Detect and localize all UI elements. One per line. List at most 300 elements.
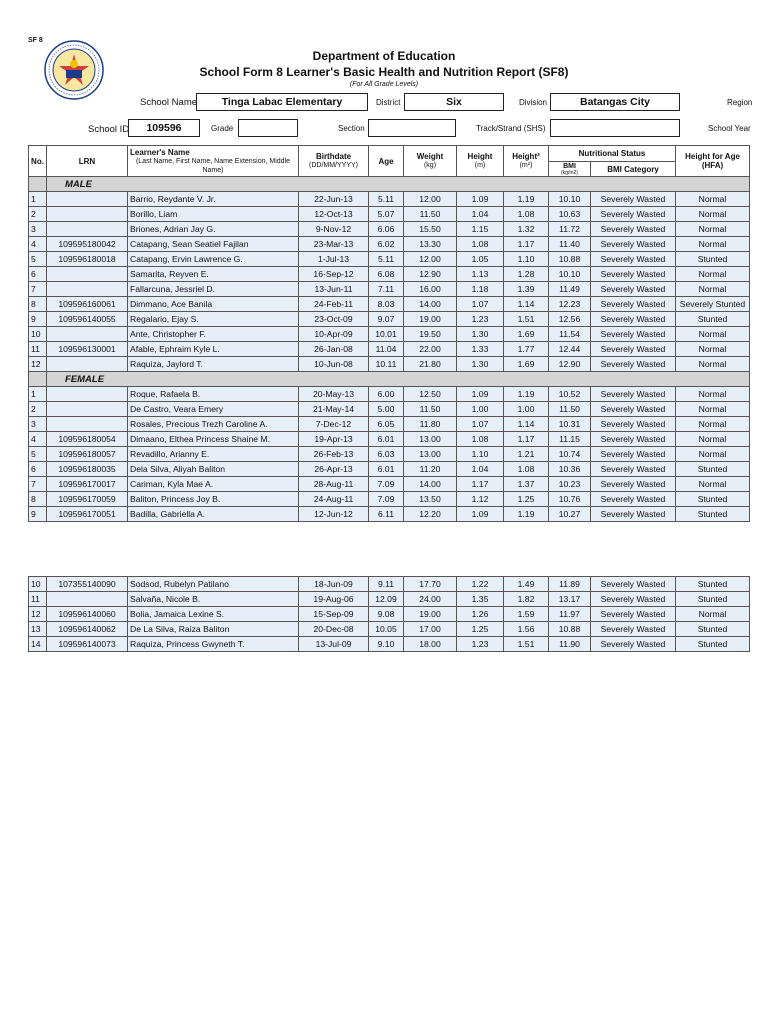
row-weight: 19.00 <box>404 312 457 327</box>
row-weight: 13.50 <box>404 492 457 507</box>
page-subtitle: School Form 8 Learner's Basic Health and Nutrition Report (SF8) <box>199 65 569 79</box>
row-height: 1.15 <box>457 222 504 237</box>
row-birthdate: 26-Apr-13 <box>299 462 369 477</box>
row-weight: 12.20 <box>404 507 457 522</box>
row-bmi-category: Severely Wasted <box>591 312 676 327</box>
row-bmi: 11.40 <box>549 237 591 252</box>
row-height: 1.30 <box>457 357 504 372</box>
row-bmi-category: Severely Wasted <box>591 402 676 417</box>
table-row <box>29 267 750 282</box>
row-height: 1.17 <box>457 477 504 492</box>
row-weight: 12.90 <box>404 267 457 282</box>
table-row <box>29 622 750 637</box>
row-bmi-category: Severely Wasted <box>591 267 676 282</box>
row-height-squared: 1.14 <box>504 297 549 312</box>
page-title: Department of Education <box>312 49 456 63</box>
section-label: MALE <box>47 177 750 192</box>
row-height-squared: 1.08 <box>504 207 549 222</box>
row-weight: 17.00 <box>404 622 457 637</box>
row-no: 8 <box>29 492 47 507</box>
row-hfa: Stunted <box>676 252 750 267</box>
row-bmi: 10.76 <box>549 492 591 507</box>
row-birthdate: 12-Jun-12 <box>299 507 369 522</box>
row-birthdate: 24-Aug-11 <box>299 492 369 507</box>
row-height: 1.23 <box>457 312 504 327</box>
row-no: 4 <box>29 237 47 252</box>
row-no: 13 <box>29 622 47 637</box>
col-birthdate-title: Birthdate <box>315 152 352 161</box>
row-birthdate: 10-Jun-08 <box>299 357 369 372</box>
row-height-squared: 1.82 <box>504 592 549 607</box>
col-weight-title: Weight <box>416 152 444 161</box>
row-learner-name: Dela Silva, Aliyah Baliton <box>128 462 299 477</box>
row-birthdate: 22-Jun-13 <box>299 192 369 207</box>
row-weight: 19.00 <box>404 607 457 622</box>
row-height: 1.12 <box>457 492 504 507</box>
row-bmi: 13.17 <box>549 592 591 607</box>
row-lrn <box>47 222 128 237</box>
row-height: 1.05 <box>457 252 504 267</box>
row-lrn: 109596170017 <box>47 477 128 492</box>
row-birthdate: 15-Sep-09 <box>299 607 369 622</box>
grade-field[interactable] <box>238 119 298 137</box>
row-hfa: Normal <box>676 222 750 237</box>
row-no: 9 <box>29 507 47 522</box>
row-height-squared: 1.25 <box>504 492 549 507</box>
table-row <box>29 237 750 252</box>
track-field[interactable] <box>550 119 680 137</box>
row-learner-name: Sodsod, Rubelyn Patilano <box>128 577 299 592</box>
table-row <box>29 282 750 297</box>
row-learner-name: Revadillo, Arianny E. <box>128 447 299 462</box>
row-bmi: 11.54 <box>549 327 591 342</box>
row-weight: 24.00 <box>404 592 457 607</box>
row-no: 10 <box>29 327 47 342</box>
table-row <box>29 327 750 342</box>
row-lrn: 109596180035 <box>47 462 128 477</box>
row-height: 1.07 <box>457 297 504 312</box>
col-name <box>128 146 299 177</box>
row-birthdate: 23-Mar-13 <box>299 237 369 252</box>
row-learner-name: Raquiza, Jaylord T. <box>128 357 299 372</box>
col-height2 <box>504 146 549 177</box>
row-hfa: Severely Stunted <box>676 297 750 312</box>
col-height-sub: (m) <box>474 162 486 169</box>
row-lrn <box>47 357 128 372</box>
row-no: 12 <box>29 357 47 372</box>
row-height-squared: 1.21 <box>504 447 549 462</box>
row-bmi-category: Severely Wasted <box>591 192 676 207</box>
row-bmi-category: Severely Wasted <box>591 357 676 372</box>
table-row <box>29 432 750 447</box>
row-hfa: Normal <box>676 342 750 357</box>
row-age: 6.03 <box>369 447 404 462</box>
row-height-squared: 1.14 <box>504 417 549 432</box>
row-bmi-category: Severely Wasted <box>591 462 676 477</box>
table-row <box>29 252 750 267</box>
row-lrn: 109595180042 <box>47 237 128 252</box>
section-label: Section <box>338 124 365 133</box>
row-height-squared: 1.59 <box>504 607 549 622</box>
row-birthdate: 9-Nov-12 <box>299 222 369 237</box>
row-bmi-category: Severely Wasted <box>591 327 676 342</box>
section-field[interactable] <box>368 119 456 137</box>
row-age: 7.09 <box>369 477 404 492</box>
row-height-squared: 1.32 <box>504 222 549 237</box>
row-bmi: 11.97 <box>549 607 591 622</box>
row-learner-name: Barrio, Reydante V. Jr. <box>128 192 299 207</box>
row-height: 1.07 <box>457 417 504 432</box>
row-age: 6.01 <box>369 432 404 447</box>
section-spacer <box>29 177 47 192</box>
row-hfa: Normal <box>676 327 750 342</box>
row-age: 9.11 <box>369 577 404 592</box>
row-age: 10.01 <box>369 327 404 342</box>
table-row <box>29 462 750 477</box>
col-age: Age <box>369 146 404 177</box>
row-age: 8.03 <box>369 297 404 312</box>
region-label: Region <box>727 98 753 107</box>
col-hfa-title: Height for Age <box>685 152 740 161</box>
row-birthdate: 26-Jan-08 <box>299 342 369 357</box>
row-bmi-category: Severely Wasted <box>591 622 676 637</box>
row-hfa: Normal <box>676 237 750 252</box>
row-birthdate: 16-Sep-12 <box>299 267 369 282</box>
row-lrn <box>47 282 128 297</box>
row-height-squared: 1.69 <box>504 357 549 372</box>
row-weight: 17.70 <box>404 577 457 592</box>
section-label: FEMALE <box>47 372 750 387</box>
row-lrn: 109596140060 <box>47 607 128 622</box>
row-lrn: 109596170051 <box>47 507 128 522</box>
col-birthdate <box>299 146 369 177</box>
row-learner-name: Samarita, Reyven E. <box>128 267 299 282</box>
row-lrn <box>47 417 128 432</box>
row-no: 1 <box>29 387 47 402</box>
table-row <box>29 577 750 592</box>
row-no: 8 <box>29 297 47 312</box>
row-height: 1.09 <box>457 387 504 402</box>
row-bmi: 12.23 <box>549 297 591 312</box>
row-height: 1.09 <box>457 507 504 522</box>
col-name-sub: (Last Name, First Name, Name Extension, Middle Name) <box>135 157 291 174</box>
row-height-squared: 1.10 <box>504 252 549 267</box>
row-age: 12.09 <box>369 592 404 607</box>
district-field[interactable]: Six <box>404 93 504 111</box>
table-row <box>29 207 750 222</box>
row-no: 12 <box>29 607 47 622</box>
row-lrn: 109596170059 <box>47 492 128 507</box>
row-lrn: 109596180057 <box>47 447 128 462</box>
row-bmi-category: Severely Wasted <box>591 507 676 522</box>
row-hfa: Normal <box>676 432 750 447</box>
row-height: 1.18 <box>457 282 504 297</box>
row-no: 10 <box>29 577 47 592</box>
row-learner-name: Ante, Christopher F. <box>128 327 299 342</box>
row-hfa: Stunted <box>676 507 750 522</box>
row-height: 1.35 <box>457 592 504 607</box>
col-height2-sub: (m²) <box>519 162 533 169</box>
row-learner-name: De La Silva, Raiza Baliton <box>128 622 299 637</box>
row-no: 9 <box>29 312 47 327</box>
row-height: 1.09 <box>457 192 504 207</box>
row-height: 1.22 <box>457 577 504 592</box>
row-weight: 11.50 <box>404 402 457 417</box>
table-row <box>29 342 750 357</box>
row-height: 1.04 <box>457 207 504 222</box>
row-birthdate: 20-Dec-08 <box>299 622 369 637</box>
row-birthdate: 7-Dec-12 <box>299 417 369 432</box>
row-learner-name: Roque, Rafaela B. <box>128 387 299 402</box>
table-row <box>29 312 750 327</box>
row-age: 6.08 <box>369 267 404 282</box>
row-age: 9.07 <box>369 312 404 327</box>
row-bmi-category: Severely Wasted <box>591 237 676 252</box>
row-bmi: 10.36 <box>549 462 591 477</box>
row-bmi: 11.15 <box>549 432 591 447</box>
health-report-table <box>28 145 750 522</box>
row-age: 6.02 <box>369 237 404 252</box>
row-bmi-category: Severely Wasted <box>591 492 676 507</box>
row-height-squared: 1.51 <box>504 637 549 652</box>
row-birthdate: 23-Oct-09 <box>299 312 369 327</box>
row-learner-name: Salvaña, Nicole B. <box>128 592 299 607</box>
row-no: 5 <box>29 252 47 267</box>
row-bmi: 11.89 <box>549 577 591 592</box>
row-hfa: Normal <box>676 477 750 492</box>
row-learner-name: Baliton, Princess Joy B. <box>128 492 299 507</box>
school-year-label: School Year <box>708 124 751 133</box>
table-row <box>29 592 750 607</box>
row-hfa: Normal <box>676 387 750 402</box>
row-no: 1 <box>29 192 47 207</box>
row-learner-name: Bolia, Jamaica Lexine S. <box>128 607 299 622</box>
row-bmi-category: Severely Wasted <box>591 607 676 622</box>
col-height2-title: Height² <box>512 152 540 161</box>
row-birthdate: 20-May-13 <box>299 387 369 402</box>
col-no: No. <box>29 146 47 177</box>
row-birthdate: 13-Jun-11 <box>299 282 369 297</box>
row-hfa: Normal <box>676 207 750 222</box>
row-age: 10.05 <box>369 622 404 637</box>
row-bmi: 11.72 <box>549 222 591 237</box>
col-weight <box>404 146 457 177</box>
row-bmi: 12.56 <box>549 312 591 327</box>
row-height-squared: 1.17 <box>504 432 549 447</box>
division-field[interactable]: Batangas City <box>550 93 680 111</box>
row-bmi-category: Severely Wasted <box>591 387 676 402</box>
table-row <box>29 192 750 207</box>
row-height-squared: 1.49 <box>504 577 549 592</box>
row-weight: 18.00 <box>404 637 457 652</box>
row-no: 3 <box>29 222 47 237</box>
row-bmi: 10.74 <box>549 447 591 462</box>
row-height: 1.08 <box>457 432 504 447</box>
section-male <box>29 177 750 192</box>
row-bmi-category: Severely Wasted <box>591 417 676 432</box>
row-weight: 15.50 <box>404 222 457 237</box>
school-id-label: School ID <box>88 124 130 135</box>
health-report-table-continued <box>28 576 750 652</box>
row-weight: 11.50 <box>404 207 457 222</box>
row-birthdate: 1-Jul-13 <box>299 252 369 267</box>
row-lrn <box>47 387 128 402</box>
row-age: 11.04 <box>369 342 404 357</box>
row-height-squared: 1.19 <box>504 387 549 402</box>
row-age: 9.08 <box>369 607 404 622</box>
row-hfa: Normal <box>676 447 750 462</box>
row-hfa: Normal <box>676 267 750 282</box>
row-bmi-category: Severely Wasted <box>591 637 676 652</box>
grade-label: Grade <box>211 124 234 133</box>
school-id-field[interactable]: 109596 <box>128 119 200 137</box>
row-birthdate: 19-Apr-13 <box>299 432 369 447</box>
row-height-squared: 1.39 <box>504 282 549 297</box>
row-height: 1.30 <box>457 327 504 342</box>
row-age: 7.11 <box>369 282 404 297</box>
col-height-title: Height <box>467 152 493 161</box>
section-spacer <box>29 372 47 387</box>
row-hfa: Normal <box>676 282 750 297</box>
row-weight: 22.00 <box>404 342 457 357</box>
school-name-field[interactable]: Tinga Labac Elementary <box>196 93 368 111</box>
row-hfa: Stunted <box>676 577 750 592</box>
row-birthdate: 21-May-14 <box>299 402 369 417</box>
col-height <box>457 146 504 177</box>
row-no: 11 <box>29 342 47 357</box>
table-row <box>29 477 750 492</box>
row-no: 11 <box>29 592 47 607</box>
row-learner-name: Borillo, Liam <box>128 207 299 222</box>
row-lrn <box>47 402 128 417</box>
row-bmi-category: Severely Wasted <box>591 207 676 222</box>
table-row <box>29 417 750 432</box>
row-age: 6.06 <box>369 222 404 237</box>
row-birthdate: 28-Aug-11 <box>299 477 369 492</box>
row-no: 2 <box>29 207 47 222</box>
track-label: Track/Strand (SHS) <box>476 124 546 133</box>
row-hfa: Normal <box>676 402 750 417</box>
row-lrn <box>47 592 128 607</box>
row-age: 5.07 <box>369 207 404 222</box>
row-height-squared: 1.00 <box>504 402 549 417</box>
row-learner-name: Rosales, Precious Trezh Caroline A. <box>128 417 299 432</box>
row-lrn: 107355140090 <box>47 577 128 592</box>
row-lrn: 109596160061 <box>47 297 128 312</box>
row-age: 7.09 <box>369 492 404 507</box>
row-height: 1.13 <box>457 267 504 282</box>
row-age: 9.10 <box>369 637 404 652</box>
school-name-label: School Name <box>140 97 198 108</box>
row-bmi-category: Severely Wasted <box>591 477 676 492</box>
row-learner-name: Dimaano, Elthea Princess Shaine M. <box>128 432 299 447</box>
row-height: 1.33 <box>457 342 504 357</box>
row-height-squared: 1.51 <box>504 312 549 327</box>
row-weight: 12.00 <box>404 192 457 207</box>
section-female <box>29 372 750 387</box>
row-hfa: Stunted <box>676 637 750 652</box>
row-height: 1.00 <box>457 402 504 417</box>
row-age: 5.00 <box>369 402 404 417</box>
row-birthdate: 10-Apr-09 <box>299 327 369 342</box>
row-bmi-category: Severely Wasted <box>591 297 676 312</box>
row-height-squared: 1.08 <box>504 462 549 477</box>
row-height-squared: 1.19 <box>504 507 549 522</box>
row-no: 4 <box>29 432 47 447</box>
row-birthdate: 24-Feb-11 <box>299 297 369 312</box>
row-birthdate: 18-Jun-09 <box>299 577 369 592</box>
row-lrn <box>47 327 128 342</box>
row-age: 6.01 <box>369 462 404 477</box>
row-no: 6 <box>29 462 47 477</box>
col-nutritional-status: Nutritional Status <box>549 146 676 162</box>
row-lrn: 109596140062 <box>47 622 128 637</box>
row-bmi: 10.88 <box>549 252 591 267</box>
col-weight-sub: (kg) <box>423 162 437 169</box>
row-birthdate: 12-Oct-13 <box>299 207 369 222</box>
row-hfa: Normal <box>676 607 750 622</box>
row-height: 1.10 <box>457 447 504 462</box>
row-bmi: 10.27 <box>549 507 591 522</box>
row-bmi: 11.49 <box>549 282 591 297</box>
row-no: 2 <box>29 402 47 417</box>
row-lrn: 109596140055 <box>47 312 128 327</box>
col-bmi <box>549 162 591 177</box>
row-bmi-category: Severely Wasted <box>591 282 676 297</box>
row-height-squared: 1.77 <box>504 342 549 357</box>
table-row <box>29 222 750 237</box>
row-lrn <box>47 267 128 282</box>
row-age: 5.11 <box>369 192 404 207</box>
row-age: 10.11 <box>369 357 404 372</box>
table-row <box>29 297 750 312</box>
row-hfa: Normal <box>676 192 750 207</box>
table-row <box>29 447 750 462</box>
row-weight: 13.00 <box>404 432 457 447</box>
row-height: 1.26 <box>457 607 504 622</box>
row-learner-name: De Castro, Veara Emery <box>128 402 299 417</box>
row-no: 3 <box>29 417 47 432</box>
row-height-squared: 1.17 <box>504 237 549 252</box>
row-weight: 16.00 <box>404 282 457 297</box>
row-height-squared: 1.19 <box>504 192 549 207</box>
row-birthdate: 26-Feb-13 <box>299 447 369 462</box>
row-bmi: 10.10 <box>549 192 591 207</box>
row-bmi-category: Severely Wasted <box>591 432 676 447</box>
row-weight: 14.00 <box>404 477 457 492</box>
row-bmi-category: Severely Wasted <box>591 447 676 462</box>
table-row <box>29 607 750 622</box>
row-no: 14 <box>29 637 47 652</box>
row-hfa: Stunted <box>676 622 750 637</box>
row-bmi: 10.31 <box>549 417 591 432</box>
col-lrn: LRN <box>47 146 128 177</box>
row-bmi: 12.44 <box>549 342 591 357</box>
row-no: 7 <box>29 477 47 492</box>
row-height: 1.25 <box>457 622 504 637</box>
row-no: 7 <box>29 282 47 297</box>
row-lrn: 109596180054 <box>47 432 128 447</box>
row-learner-name: Regalario, Ejay S. <box>128 312 299 327</box>
row-learner-name: Badilla, Gabriella A. <box>128 507 299 522</box>
row-height: 1.04 <box>457 462 504 477</box>
col-hfa <box>676 146 750 177</box>
row-birthdate: 19-Aug-06 <box>299 592 369 607</box>
row-bmi-category: Severely Wasted <box>591 252 676 267</box>
row-lrn <box>47 207 128 222</box>
row-learner-name: Raquiza, Princess Gwyneth T. <box>128 637 299 652</box>
row-lrn: 109596140073 <box>47 637 128 652</box>
